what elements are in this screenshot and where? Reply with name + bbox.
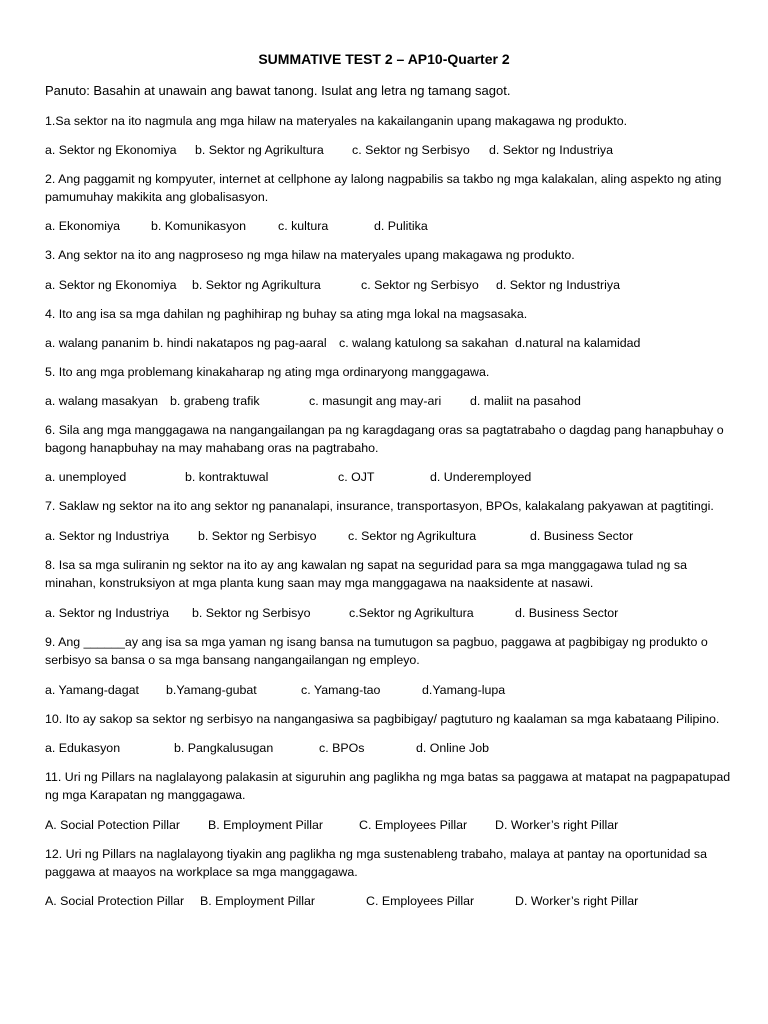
options-9 — [45, 682, 745, 700]
option-b: b. kontraktuwal — [185, 470, 269, 484]
options-12 — [45, 893, 745, 911]
option-d: d. Sektor ng Industriya — [496, 278, 620, 292]
option-b: B. Employment Pillar — [208, 818, 323, 832]
options-8 — [45, 605, 745, 623]
options-5 — [45, 393, 745, 411]
option-a: a. unemployed — [45, 470, 127, 484]
option-d: D. Worker’s right Pillar — [495, 818, 619, 832]
option-a: a. Sektor ng Ekonomiya — [45, 278, 177, 292]
question-2: 2. Ang paggamit ng kompyuter, internet at cellphone ay lalong nagpabilis sa takbo ng mga kalakalan, aling aspekto ng ating pamumuhay makikita ang globalisasyon. — [45, 172, 722, 204]
option-b: b. hindi nakatapos ng pag-aaral — [153, 336, 327, 350]
option-c: c. kultura — [278, 219, 329, 233]
option-d: d.Yamang-lupa — [422, 683, 506, 697]
question-8: 8. Isa sa mga suliranin ng sektor na ito ay ang kawalan ng sapat na seguridad para sa mga manggagawa tulad ng sa minahan, konstruksiyon at mga planta kung saan may mga manggagawa na naaksidente at nasawi. — [45, 558, 687, 590]
option-b: b. Sektor ng Agrikultura — [195, 143, 324, 157]
option-b: b. Pangkalusugan — [174, 741, 274, 755]
option-b: b. Sektor ng Serbisyo — [198, 529, 317, 543]
option-c: c. Sektor ng Agrikultura — [348, 529, 477, 543]
option-a: a. Edukasyon — [45, 741, 121, 755]
option-c: c. Sektor ng Serbisyo — [352, 143, 470, 157]
option-a: A. Social Potection Pillar — [45, 818, 180, 832]
option-a: a. Sektor ng Ekonomiya — [45, 143, 177, 157]
question-5: 5. Ito ang mga problemang kinakaharap ng ating mga ordinaryong manggagawa. — [45, 365, 490, 379]
question-3: 3. Ang sektor na ito ang nagproseso ng mga hilaw na materyales upang makagawa ng produkto. — [45, 248, 575, 262]
option-d: d.natural na kalamidad — [515, 336, 641, 350]
option-a: A. Social Protection Pillar — [45, 894, 185, 908]
options-2 — [45, 218, 745, 236]
option-c: c. OJT — [338, 470, 375, 484]
options-10 — [45, 740, 745, 758]
option-c: c. Sektor ng Serbisyo — [361, 278, 479, 292]
option-a: a. Sektor ng Industriya — [45, 529, 169, 543]
option-c: c. Yamang-tao — [301, 683, 381, 697]
question-4: 4. Ito ang isa sa mga dahilan ng paghihirap ng buhay sa ating mga lokal na magsasaka. — [45, 307, 528, 321]
option-a: a. Yamang-dagat — [45, 683, 139, 697]
option-c: C. Employees Pillar — [359, 818, 468, 832]
question-11: 11. Uri ng Pillars na naglalayong palakasin at siguruhin ang paglikha ng mga batas sa paggawa at matapat na pagpapatupad ng mga Karapatan ng manggagawa. — [45, 770, 731, 802]
option-d: d. Online Job — [416, 741, 490, 755]
option-a: a. Sektor ng Industriya — [45, 606, 169, 620]
option-b: B. Employment Pillar — [200, 894, 315, 908]
page-title: SUMMATIVE TEST 2 – AP10-Quarter 2 — [258, 51, 510, 67]
option-d: d. Sektor ng Industriya — [489, 143, 613, 157]
option-a: a. walang pananim — [45, 336, 150, 350]
option-c: c. masungit ang may-ari — [309, 394, 442, 408]
option-b: b. Sektor ng Agrikultura — [192, 278, 321, 292]
question-12: 12. Uri ng Pillars na naglalayong tiyakin ang paglikha ng mga sustenableng trabaho, malaya at pantay na oportunidad sa paggawa at maayos na workplace sa mga manggagawa. — [45, 847, 707, 879]
option-d: d. Business Sector — [530, 529, 634, 543]
option-c: c.Sektor ng Agrikultura — [349, 606, 474, 620]
options-7 — [45, 528, 745, 546]
question-7: 7. Saklaw ng sektor na ito ang sektor ng pananalapi, insurance, transportasyon, BPOs, kalakalang pakyawan at pagtitingi. — [45, 499, 714, 513]
question-9: 9. Ang ______ay ang isa sa mga yaman ng isang bansa na tumutugon sa pagbuo, paggawa at pagbibigay ng produkto o serbisyo sa bansa o sa mga bansang nangangailangan ng empleyo. — [45, 635, 708, 667]
options-11 — [45, 817, 745, 835]
question-1: 1.Sa sektor na ito nagmula ang mga hilaw na materyales na kakailanganin upang makagawa ng produkto. — [45, 114, 628, 128]
option-c: C. Employees Pillar — [366, 894, 475, 908]
options-1 — [45, 142, 745, 160]
instructions: Panuto: Basahin at unawain ang bawat tanong. Isulat ang letra ng tamang sagot. — [45, 83, 511, 98]
option-d: d. maliit na pasahod — [470, 394, 581, 408]
option-b: b. grabeng trafik — [170, 394, 260, 408]
option-d: d. Pulitika — [374, 219, 428, 233]
option-a: a. Ekonomiya — [45, 219, 121, 233]
option-b: b. Komunikasyon — [151, 219, 247, 233]
option-d: d. Business Sector — [515, 606, 619, 620]
option-b: b. Sektor ng Serbisyo — [192, 606, 311, 620]
option-b: b.Yamang-gubat — [166, 683, 257, 697]
options-4 — [45, 335, 745, 353]
question-10: 10. Ito ay sakop sa sektor ng serbisyo na nangangasiwa sa pagbibigay/ pagtuturo ng kaalaman sa mga kabataang Pilipino. — [45, 712, 720, 726]
options-6 — [45, 469, 745, 487]
option-d: D. Worker’s right Pillar — [515, 894, 639, 908]
options-3 — [45, 277, 745, 295]
question-6: 6. Sila ang mga manggagawa na nangangailangan pa ng karagdagang oras sa pagtatrabaho o dagdag pang hanapbuhay o bagong hanapbuhay na may mahabang oras na pagtrabaho. — [45, 423, 724, 455]
option-a: a. walang masakyan — [45, 394, 158, 408]
option-c: c. BPOs — [319, 741, 365, 755]
option-d: d. Underemployed — [430, 470, 532, 484]
option-c: c. walang katulong sa sakahan — [339, 336, 509, 350]
